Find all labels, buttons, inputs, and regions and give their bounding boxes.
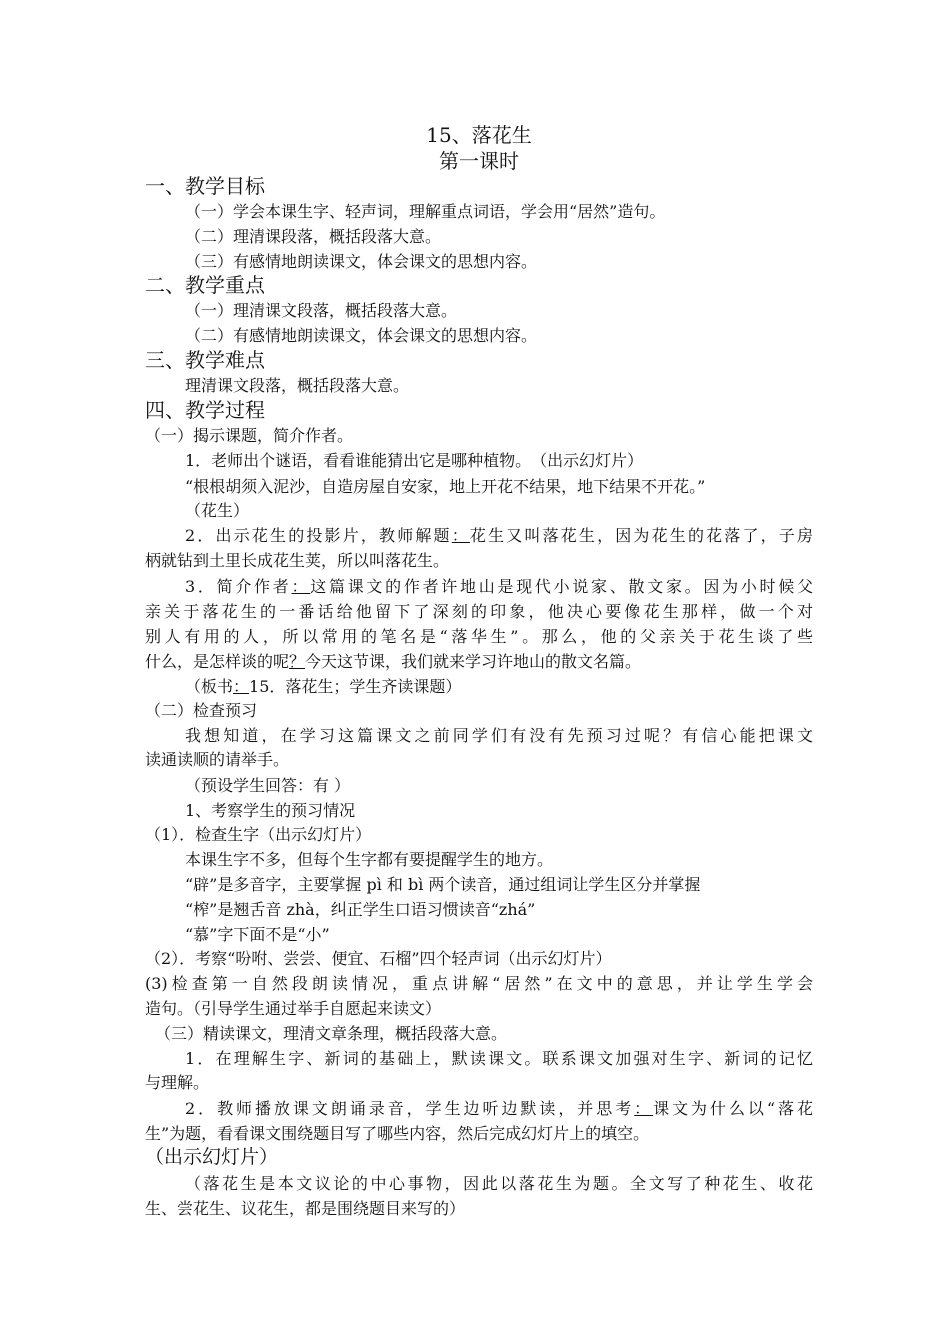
paragraph-line: （1）．检查生字（出示幻灯片） bbox=[145, 825, 372, 844]
paragraph-line: “根根胡须入泥沙，自造房屋自安家，地上开花不结果，地下结果不开花。” bbox=[185, 477, 706, 496]
text-run: 这篇课文的作者许地山是现代小说家、散文家。因为小时候父 bbox=[310, 577, 813, 596]
section-heading: 二、教学重点 bbox=[145, 273, 265, 297]
text-run: ： bbox=[291, 577, 311, 596]
paragraph-line: 1、考察学生的预习情况 bbox=[185, 801, 356, 820]
text-run: ： bbox=[634, 1099, 654, 1118]
paragraph-line: 读通读顺的请举手。 bbox=[145, 750, 290, 769]
text-run: 什么，是怎样谈的呢 bbox=[145, 652, 290, 671]
paragraph-line: （预设学生回答：有 ） bbox=[185, 776, 351, 795]
text-run: ： bbox=[451, 526, 470, 545]
text-run: 3．简介作者 bbox=[185, 577, 292, 596]
paragraph-line: 本课生字不多，但每个生字都有要提醒学生的地方。 bbox=[185, 850, 554, 869]
section-heading: 一、教学目标 bbox=[145, 174, 265, 198]
paragraph-line: 造句。（引导学生通过举手自愿起来读文） bbox=[145, 999, 442, 1018]
text-run: ： bbox=[233, 677, 250, 696]
subsection-heading: （一）揭示课题，简介作者。 bbox=[145, 426, 354, 445]
paragraph-line: （出示幻灯片） bbox=[145, 1146, 279, 1168]
paragraph-line bbox=[185, 1098, 813, 1120]
paragraph-line: “慕”字下面不是“小” bbox=[185, 925, 330, 944]
paragraph-line: （2）．考察“吩咐、尝尝、便宜、石榴”四个轻声词（出示幻灯片） bbox=[145, 949, 612, 968]
paragraph-line: 柄就钻到土里长成花生荚，所以叫落花生。 bbox=[145, 551, 450, 570]
paragraph-line: “榨”是翘舌音 zhà，纠正学生口语习惯读音“zhá” bbox=[185, 900, 536, 919]
paragraph-line: （二）理清课段落，概括段落大意。 bbox=[185, 227, 442, 246]
lesson-title: 15、落花生 bbox=[426, 123, 532, 147]
text-run: 15．落花生；学生齐读课题） bbox=[249, 677, 462, 696]
paragraph-line: 我想知道，在学习这篇课文之前同学们有没有先预习过呢？有信心能把课文 bbox=[185, 726, 813, 745]
lesson-subtitle: 第一课时 bbox=[439, 149, 519, 173]
text-run: ？ bbox=[289, 652, 306, 671]
paragraph-line: 别人有用的人，所以常用的笔名是“落华生”。那么，他的父亲关于花生谈了些 bbox=[145, 627, 813, 646]
text-run: 2．教师播放课文朗诵录音，学生边听边默读，并思考 bbox=[185, 1099, 635, 1118]
paragraph-line: 与理解。 bbox=[145, 1073, 210, 1092]
paragraph-line: 生、尝花生、议花生，都是围绕题目来写的） bbox=[145, 1199, 466, 1218]
text-run: 花生又叫落花生，因为花生的花落了，子房 bbox=[469, 526, 813, 545]
section-heading: 四、教学过程 bbox=[145, 398, 265, 422]
text-run: （板书 bbox=[185, 677, 234, 696]
section-heading: 三、教学难点 bbox=[145, 348, 265, 372]
text-run: 今天这节课，我们就来学习许地山的散文名篇。 bbox=[305, 652, 642, 671]
paragraph-line: （一）学会本课生字、轻声词，理解重点词语，学会用“居然”造句。 bbox=[185, 202, 666, 221]
paragraph-line bbox=[185, 676, 853, 698]
paragraph-line: （二）有感情地朗读课文，体会课文的思想内容。 bbox=[185, 326, 538, 345]
paragraph-line: （一）理清课文段落，概括段落大意。 bbox=[185, 301, 458, 320]
paragraph-line: 理清课文段落，概括段落大意。 bbox=[185, 376, 410, 395]
paragraph-line: 1．老师出个谜语，看看谁能猜出它是哪种植物。 （出示幻灯片） bbox=[185, 451, 644, 470]
paragraph-line: （花生） bbox=[185, 501, 250, 520]
paragraph-line bbox=[145, 651, 813, 673]
paragraph-line: （三）有感情地朗读课文，体会课文的思想内容。 bbox=[185, 252, 538, 271]
subsection-heading: （二）检查预习 bbox=[145, 701, 258, 720]
text-run: 2．出示花生的投影片，教师解题 bbox=[185, 526, 452, 545]
paragraph-line: (3)检查第一自然段朗读情况，重点讲解“居然”在文中的意思，并让学生学会 bbox=[145, 974, 813, 993]
paragraph-line: （落花生是本文议论的中心事物，因此以落花生为题。全文写了种花生、收花 bbox=[185, 1174, 813, 1193]
paragraph-line: 亲关于落花生的一番话给他留下了深刻的印象，他决心要像花生那样，做一个对 bbox=[145, 602, 813, 621]
paragraph-line bbox=[185, 525, 813, 547]
paragraph-line: “辟”是多音字，主要掌握 pì 和 bì 两个读音，通过组词让学生区分并掌握 bbox=[185, 875, 701, 894]
paragraph-line bbox=[185, 576, 813, 598]
paragraph-line: 生”为题，看看课文围绕题目写了哪些内容，然后完成幻灯片上的填空。 bbox=[145, 1124, 650, 1143]
paragraph-line: 1．在理解生字、新词的基础上，默读课文。联系课文加强对生字、新词的记忆 bbox=[185, 1049, 813, 1068]
text-run: 课文为什么以“落花 bbox=[653, 1099, 813, 1118]
subsection-heading: （三）精读课文，理清文章条理，概括段落大意。 bbox=[155, 1024, 508, 1043]
